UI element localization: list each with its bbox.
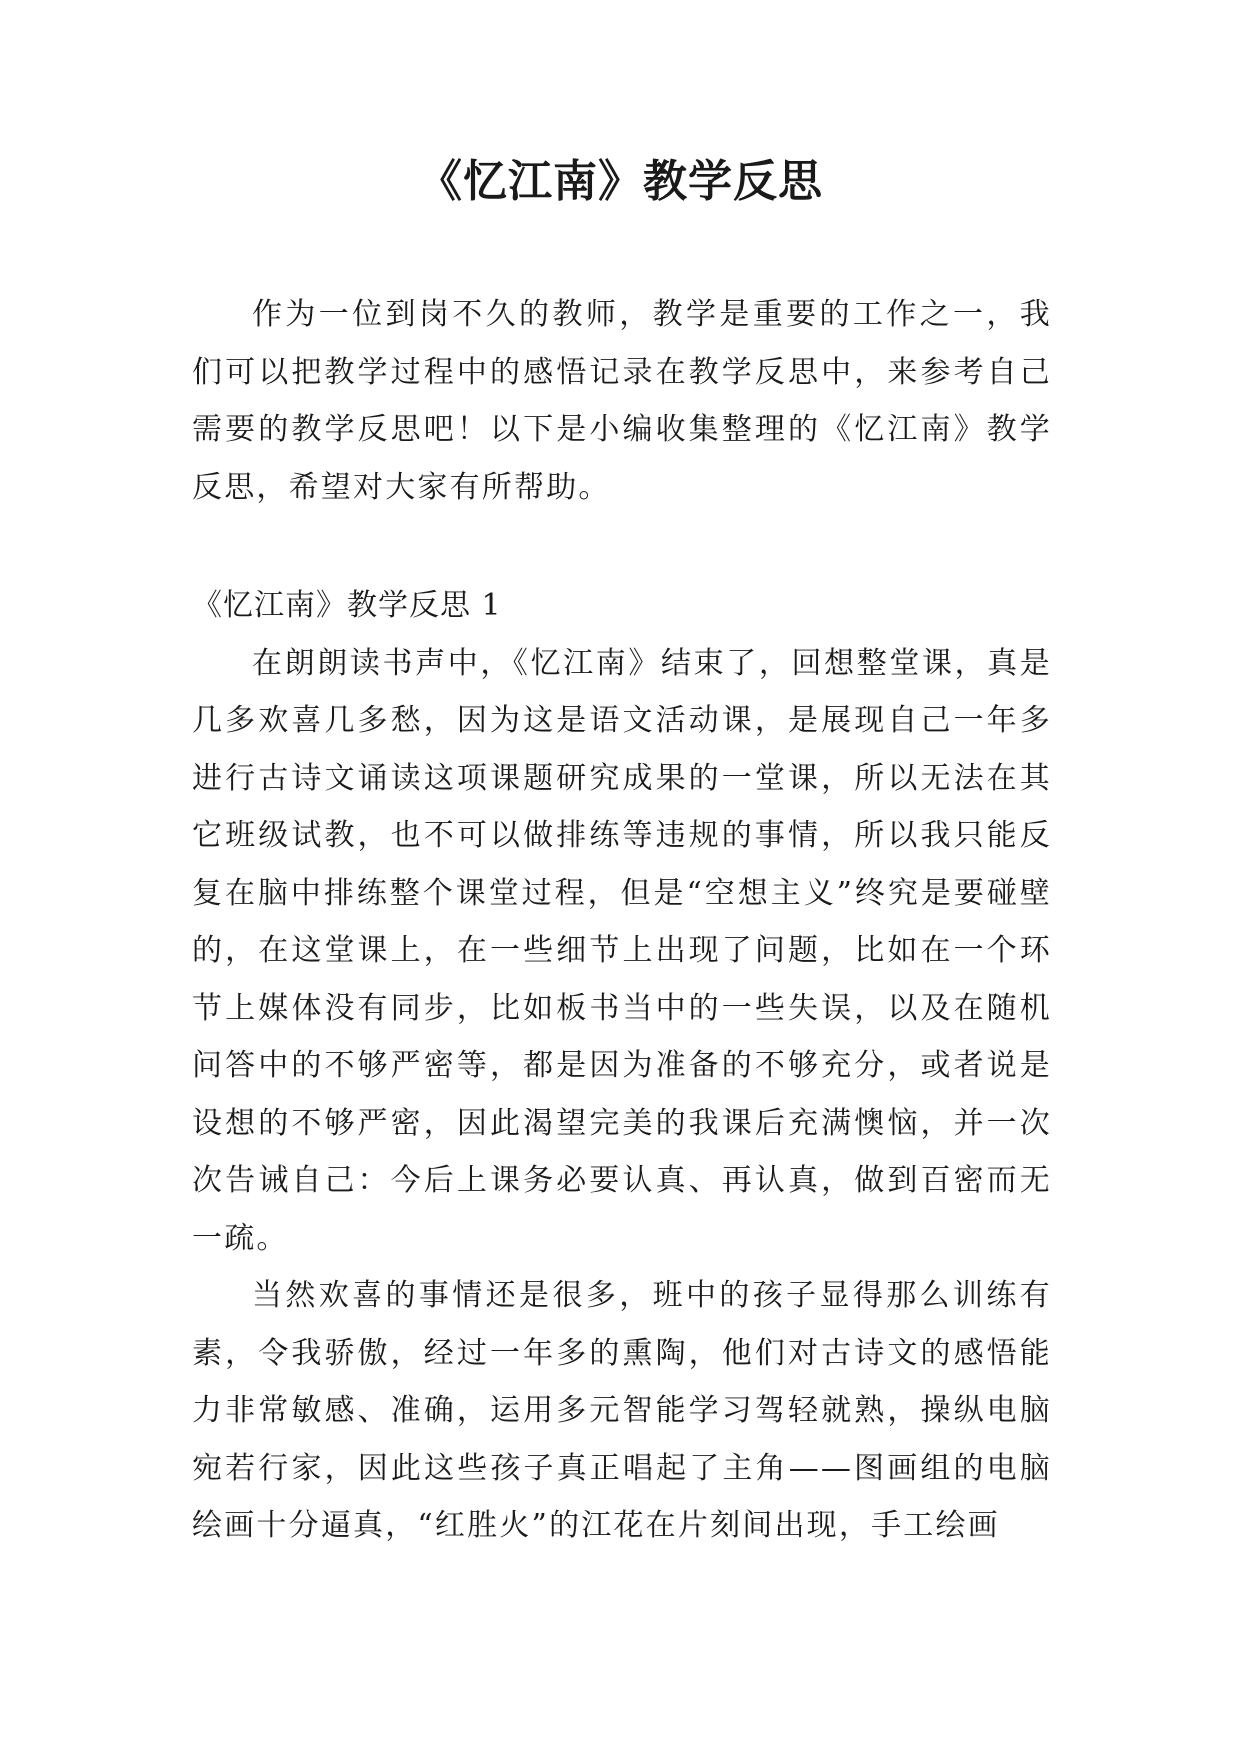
body-paragraph: 在朗朗读书声中，《忆江南》结束了，回想整堂课，真是几多欢喜几多愁，因为这是语文活动课，是展现自己一年多进行古诗文诵读这项课题研究成果的一堂课，所以无法在其它班级试教，也不可以做排练等违规的事情，所以我只能反复在脑中排练整个课堂过程，但是“空想主义”终究是要碰壁的，在这堂课上，在一些细节上出现了问题，比如在一个环节上媒体没有同步，比如板书当中的一些失误，以及在随机问答中的不够严密等，都是因为准备的不够充分，或者说是设想的不够严密，因此渴望完美的我课后充满懊恼，并一次次告诫自己：今后上课务必要认真、再认真，做到百密而无一疏。 — [192, 645, 1052, 1256]
intro-paragraph: 作为一位到岗不久的教师，教学是重要的工作之一，我们可以把教学过程中的感悟记录在教学反思中，来参考自己需要的教学反思吧！以下是小编收集整理的《忆江南》教学反思，希望对大家有所帮助。 — [192, 297, 1052, 505]
body-paragraph: 当然欢喜的事情还是很多，班中的孩子显得那么训练有素，令我骄傲，经过一年多的熏陶，他们对古诗文的感悟能力非常敏感、准确，运用多元智能学习驾轻就熟，操纵电脑宛若行家，因此这些孩子真正唱起了主角——图画组的电脑绘画十分逼真，“红胜火”的江花在片刻间出现，手工绘画 — [192, 1278, 1052, 1543]
section-heading: 《忆江南》教学反思 1 — [192, 588, 502, 623]
document-title: 《忆江南》教学反思 — [418, 156, 823, 207]
section-1 — [192, 577, 1052, 1555]
